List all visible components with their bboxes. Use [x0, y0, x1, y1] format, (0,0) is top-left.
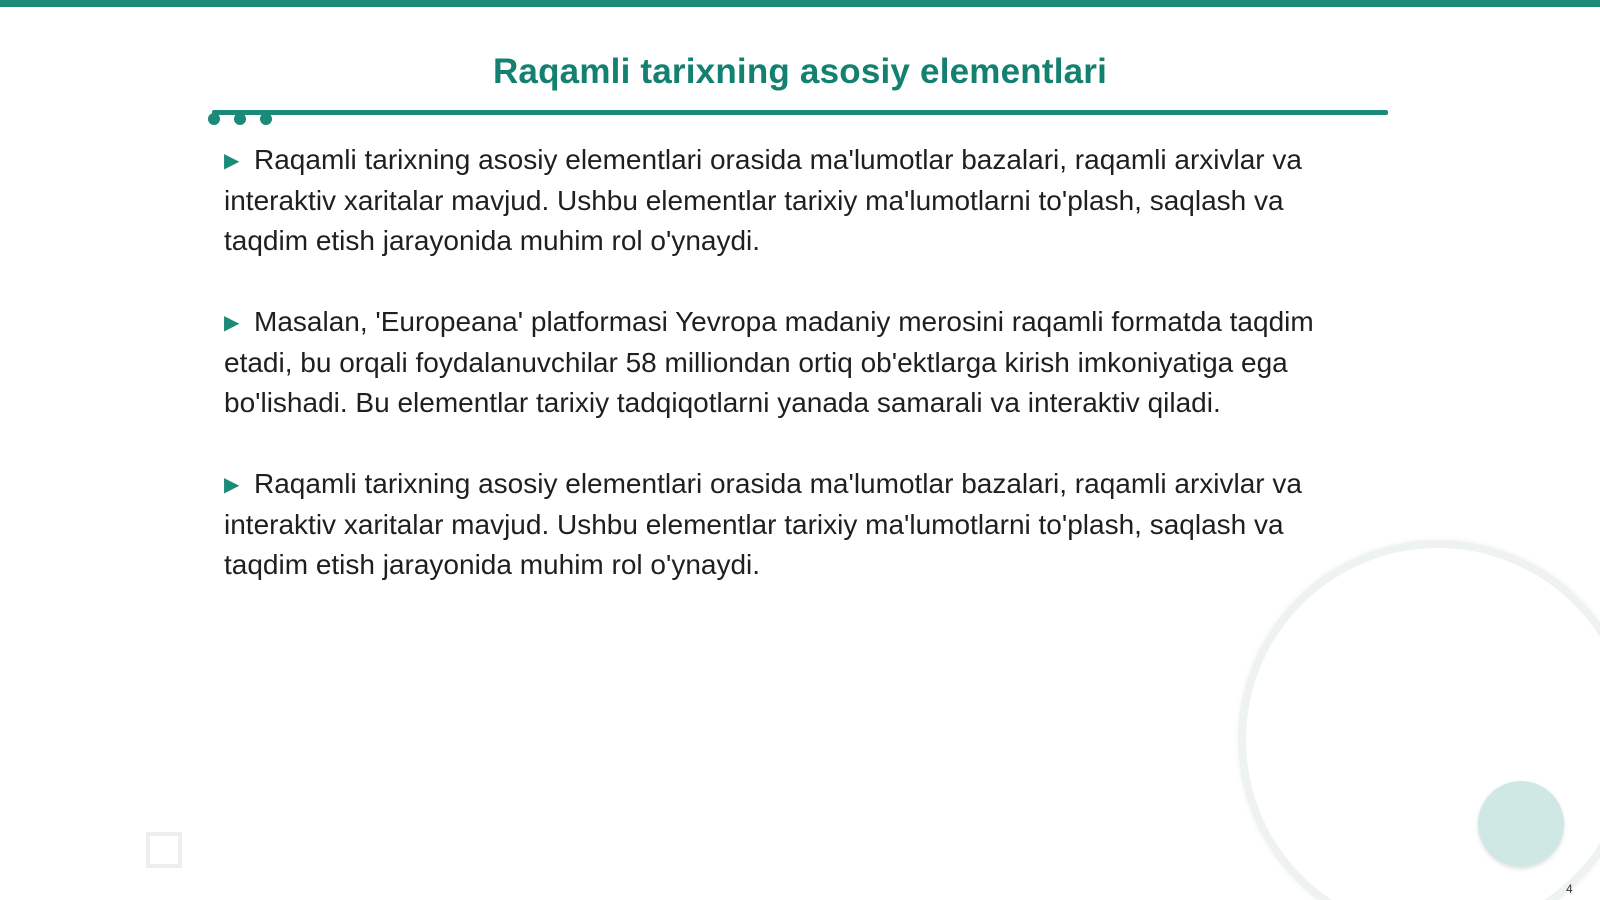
bullet-item — [224, 302, 1374, 423]
decorative-square — [146, 832, 182, 868]
bullet-item — [224, 140, 1374, 261]
bullet-item — [224, 464, 1374, 585]
page-number: 4 — [1566, 882, 1573, 896]
bullet-list — [224, 140, 1374, 626]
underline-dot — [208, 113, 220, 125]
underline-dot — [260, 113, 272, 125]
triangle-right-icon: ▶ — [224, 150, 240, 172]
top-accent-bar — [0, 0, 1600, 7]
bullet-text: Masalan, 'Europeana' platformasi Yevropa madaniy merosini raqamli formatda taqdim etadi, bu orqali foydalanuvchilar 58 milliondan ortiq ob'ektlarga kirish imkoniyatiga ega bo'lishadi. Bu elementlar tarixiy tadqiqotlarni yanada samarali va interaktiv qiladi. — [224, 306, 1314, 418]
title-underline — [212, 110, 1388, 115]
bullet-text: Raqamli tarixning asosiy elementlari orasida ma'lumotlar bazalari, raqamli arxivlar va interaktiv xaritalar mavjud. Ushbu elementlar tarixiy ma'lumotlarni to'plash, saqlash va taqdim etish jarayonida muhim rol o'ynaydi. — [224, 468, 1302, 580]
slide-title: Raqamli tarixning asosiy elementlari — [492, 52, 1108, 91]
triangle-right-icon: ▶ — [224, 312, 240, 334]
bullet-text: Raqamli tarixning asosiy elementlari orasida ma'lumotlar bazalari, raqamli arxivlar va interaktiv xaritalar mavjud. Ushbu elementlar tarixiy ma'lumotlarni to'plash, saqlash va taqdim etish jarayonida muhim rol o'ynaydi. — [224, 144, 1302, 256]
triangle-right-icon: ▶ — [224, 474, 240, 496]
underline-dot — [234, 113, 246, 125]
decorative-circle — [1478, 781, 1564, 867]
